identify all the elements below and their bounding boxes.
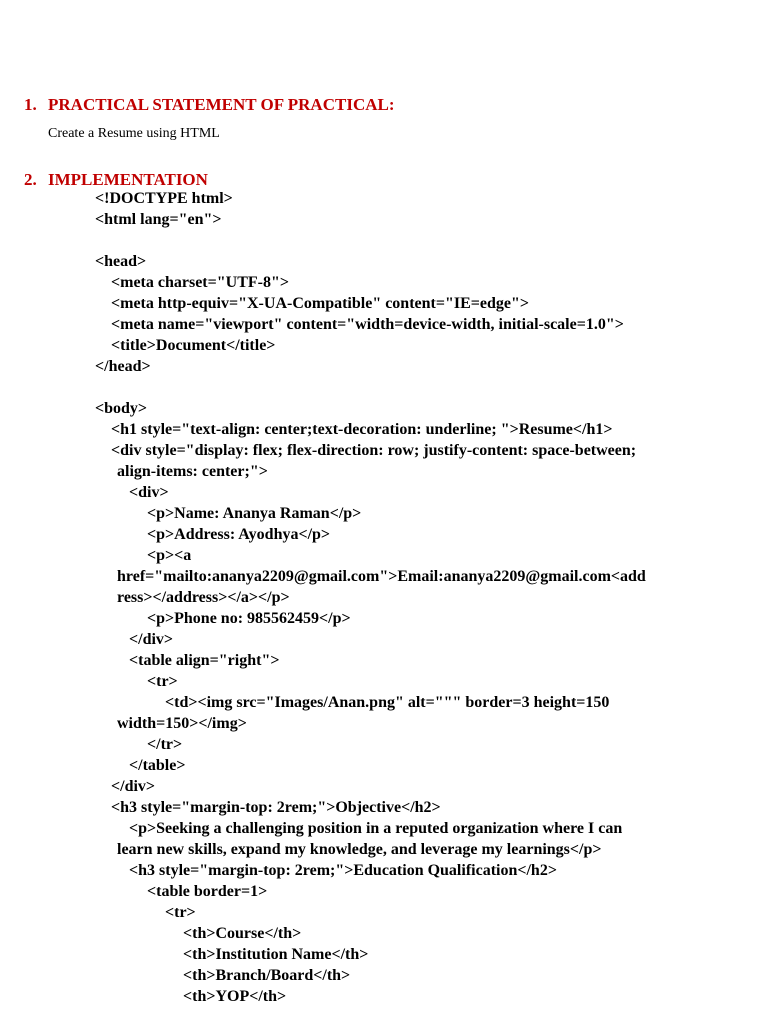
code-line: <h1 style="text-align: center;text-decoration: underline; ">Resume</h1> <box>111 421 613 438</box>
code-line: <th>YOP</th> <box>183 988 287 1005</box>
code-line: <p>Seeking a challenging position in a reputed organization where I can <box>129 820 623 837</box>
practical-statement: Create a Resume using HTML <box>48 126 220 141</box>
code-line: <th>Institution Name</th> <box>183 946 369 963</box>
code-line: learn new skills, expand my knowledge, and leverage my learnings</p> <box>117 841 602 858</box>
code-line: <td><img src="Images/Anan.png" alt=""" border=3 height=150 <box>165 694 610 711</box>
code-line: <th>Course</th> <box>183 925 302 942</box>
code-line: </div> <box>111 778 156 795</box>
section-1-heading <box>24 95 395 115</box>
code-line: <meta http-equiv="X-UA-Compatible" content="IE=edge"> <box>111 295 529 312</box>
code-line: <meta charset="UTF-8"> <box>111 274 289 291</box>
code-line: <p>Address: Ayodhya</p> <box>147 526 331 543</box>
code-line: <meta name="viewport" content="width=device-width, initial-scale=1.0"> <box>111 316 624 333</box>
code-line: <p>Name: Ananya Raman</p> <box>147 505 362 522</box>
code-line: <th>Branch/Board</th> <box>183 967 351 984</box>
code-line: </table> <box>129 757 186 774</box>
code-line: </div> <box>129 631 174 648</box>
code-line: <title>Document</title> <box>111 337 276 354</box>
code-line: <tr> <box>147 673 178 690</box>
code-line: <table align="right"> <box>129 652 280 669</box>
code-line: <head> <box>95 253 147 270</box>
code-line: <div style="display: flex; flex-direction: row; justify-content: space-between; <box>111 442 637 459</box>
code-line: <html lang="en"> <box>95 211 222 228</box>
section-2-heading <box>24 170 208 190</box>
code-line: <!DOCTYPE html> <box>95 190 233 207</box>
code-line: <p><a <box>147 547 192 564</box>
code-line: <div> <box>129 484 169 501</box>
code-line: </head> <box>95 358 151 375</box>
code-line: ress></address></a></p> <box>117 589 290 606</box>
code-line: </tr> <box>147 736 183 753</box>
section-2-title: IMPLEMENTATION <box>48 170 208 189</box>
code-line: <table border=1> <box>147 883 268 900</box>
section-2-number: 2. <box>24 170 37 189</box>
section-1-title: PRACTICAL STATEMENT OF PRACTICAL: <box>48 95 395 114</box>
code-line: <tr> <box>165 904 196 921</box>
code-line: href="mailto:ananya2209@gmail.com">Email:ananya2209@gmail.com<add <box>117 568 646 585</box>
code-line: <body> <box>95 400 148 417</box>
section-1-number: 1. <box>24 95 37 114</box>
code-line: width=150></img> <box>117 715 247 732</box>
code-line: <p>Phone no: 985562459</p> <box>147 610 351 627</box>
code-line: <h3 style="margin-top: 2rem;">Objective</h2> <box>111 799 441 816</box>
code-line: align-items: center;"> <box>117 463 268 480</box>
code-line: <h3 style="margin-top: 2rem;">Education Qualification</h2> <box>129 862 557 879</box>
